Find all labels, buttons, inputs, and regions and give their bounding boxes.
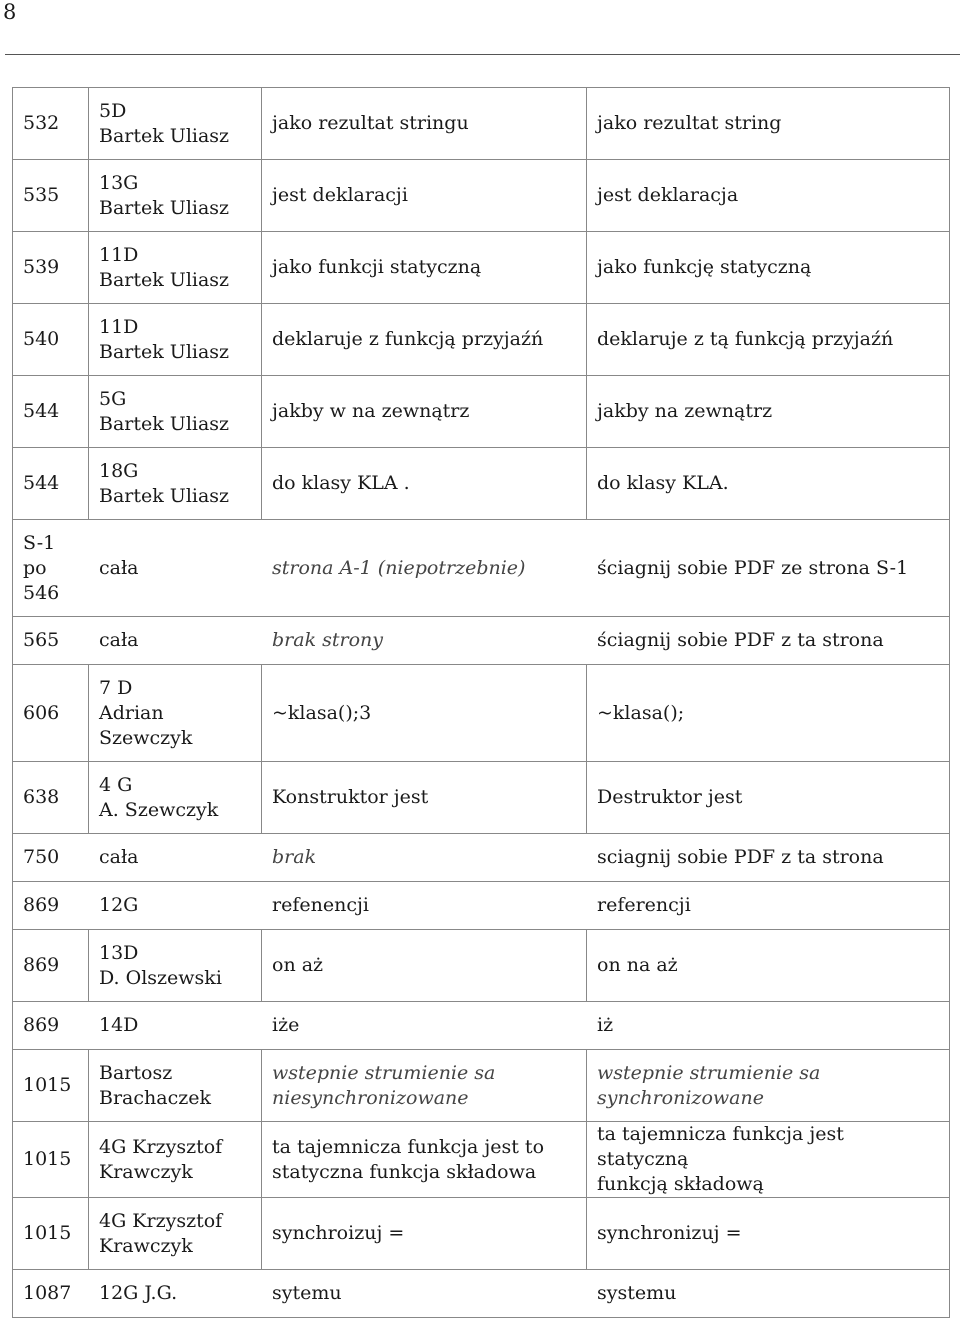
location-cell	[89, 376, 262, 448]
cell-line: deklaruje z tą funkcją przyjaźń	[597, 328, 894, 350]
cell-line: Szewczyk	[99, 726, 193, 749]
page-cell: 869	[13, 930, 89, 1002]
table-row	[13, 1122, 950, 1198]
cell-line: 5D	[99, 99, 127, 122]
incorrect-text-cell	[262, 88, 587, 160]
cell-line: jest deklaracji	[272, 184, 408, 206]
table-row	[13, 448, 950, 520]
page-number: 8	[3, 0, 17, 24]
page-cell: 539	[13, 232, 89, 304]
correct-text-cell	[587, 232, 950, 304]
cell-line: refenencji	[272, 894, 369, 916]
correct-text-cell	[587, 1198, 950, 1270]
page-cell: 532	[13, 88, 89, 160]
cell-line: 4G Krzysztof	[99, 1135, 223, 1158]
cell-line: ściagnij sobie PDF z ta strona	[597, 629, 884, 651]
cell-line: D. Olszewski	[99, 966, 222, 989]
table-row	[13, 930, 950, 1002]
page-cell: 1015	[13, 1050, 89, 1122]
cell-line: Brachaczek	[99, 1086, 211, 1109]
cell-line: brak	[272, 846, 317, 868]
location-cell	[89, 930, 262, 1002]
page-cell: 540	[13, 304, 89, 376]
incorrect-text-cell	[262, 665, 587, 762]
incorrect-text-cell	[262, 232, 587, 304]
cell-line: 14D	[99, 1014, 139, 1036]
correct-text-cell	[587, 1002, 950, 1050]
location-cell	[89, 1198, 262, 1270]
location-cell	[89, 304, 262, 376]
correct-text-cell	[587, 617, 950, 665]
cell-line: Bartek Uliasz	[99, 412, 230, 435]
incorrect-text-cell	[262, 762, 587, 834]
correct-text-cell	[587, 1050, 950, 1122]
correct-text-cell	[587, 520, 950, 617]
page-cell: 750	[13, 834, 89, 882]
incorrect-text-cell	[262, 1198, 587, 1270]
cell-line: 11D	[99, 243, 139, 266]
cell-line: 4G Krzysztof	[99, 1209, 223, 1232]
location-cell	[89, 617, 262, 665]
cell-line: Bartek Uliasz	[99, 340, 230, 363]
location-cell	[89, 1050, 262, 1122]
cell-line: 546	[23, 581, 60, 604]
location-cell	[89, 834, 262, 882]
page-cell: 544	[13, 376, 89, 448]
incorrect-text-cell	[262, 304, 587, 376]
cell-line: iże	[272, 1014, 300, 1036]
cell-line: strona A-1 (niepotrzebnie)	[272, 556, 526, 579]
page-cell	[13, 520, 89, 617]
table-row	[13, 882, 950, 930]
location-cell	[89, 1122, 262, 1198]
incorrect-text-cell	[262, 1122, 587, 1198]
errata-table	[12, 87, 950, 1318]
cell-line: Bartosz	[99, 1061, 173, 1084]
cell-line: synchronizuj =	[597, 1222, 742, 1244]
incorrect-text-cell	[262, 882, 587, 930]
location-cell	[89, 882, 262, 930]
cell-line: 11D	[99, 315, 139, 338]
cell-line: jest deklaracja	[597, 184, 739, 206]
cell-line: deklaruje z funkcją przyjaźń	[272, 328, 544, 350]
incorrect-text-cell	[262, 617, 587, 665]
cell-line: jako rezultat string	[597, 112, 782, 134]
cell-line: Adrian	[99, 701, 164, 724]
cell-line: jako funkcji statyczną	[272, 256, 482, 278]
cell-line: cała	[99, 846, 139, 868]
cell-line: S-1	[23, 531, 56, 554]
correct-text-cell	[587, 665, 950, 762]
cell-line: funkcją składową	[597, 1173, 764, 1195]
cell-line: 13G	[99, 171, 139, 194]
incorrect-text-cell	[262, 1050, 587, 1122]
cell-line: synchronizowane	[597, 1086, 764, 1109]
cell-line: Bartek Uliasz	[99, 196, 230, 219]
cell-line: cała	[99, 629, 139, 651]
cell-line: Krawczyk	[99, 1234, 193, 1257]
page-cell: 544	[13, 448, 89, 520]
cell-line: jakby na zewnątrz	[597, 400, 773, 422]
incorrect-text-cell	[262, 448, 587, 520]
cell-line: Bartek Uliasz	[99, 124, 230, 147]
table-row	[13, 834, 950, 882]
cell-line: po	[23, 556, 47, 579]
cell-line: ta tajemnicza funkcja jest to	[272, 1135, 545, 1158]
cell-line: jako funkcję statyczną	[597, 256, 812, 278]
cell-line: niesynchronizowane	[272, 1086, 469, 1109]
cell-line: jakby w na zewnątrz	[272, 400, 470, 422]
table-row	[13, 762, 950, 834]
correct-text-cell	[587, 88, 950, 160]
location-cell	[89, 520, 262, 617]
page-cell: 869	[13, 1002, 89, 1050]
table-row	[13, 520, 950, 617]
table-row	[13, 376, 950, 448]
cell-line: Bartek Uliasz	[99, 268, 230, 291]
cell-line: ta tajemnicza funkcja jest statyczną	[597, 1123, 844, 1170]
cell-line: wstepnie strumienie sa	[272, 1061, 496, 1084]
location-cell	[89, 88, 262, 160]
cell-line: systemu	[597, 1282, 677, 1304]
cell-line: wstepnie strumienie sa	[597, 1061, 821, 1084]
location-cell	[89, 448, 262, 520]
cell-line: Destruktor jest	[597, 786, 743, 808]
incorrect-text-cell	[262, 930, 587, 1002]
table-row	[13, 1050, 950, 1122]
page-cell: 606	[13, 665, 89, 762]
correct-text-cell	[587, 1270, 950, 1318]
table-row	[13, 665, 950, 762]
table-row	[13, 1002, 950, 1050]
correct-text-cell	[587, 1122, 950, 1198]
cell-line: ~klasa();3	[272, 701, 372, 724]
incorrect-text-cell	[262, 834, 587, 882]
correct-text-cell	[587, 304, 950, 376]
cell-line: synchroizuj =	[272, 1222, 405, 1244]
cell-line: jako rezultat stringu	[272, 112, 469, 134]
incorrect-text-cell	[262, 1270, 587, 1318]
cell-line: 18G	[99, 459, 139, 482]
cell-line: ~klasa();	[597, 701, 685, 724]
page-cell: 1015	[13, 1198, 89, 1270]
page-cell: 565	[13, 617, 89, 665]
table-row	[13, 617, 950, 665]
cell-line: A. Szewczyk	[99, 798, 219, 821]
cell-line: brak strony	[272, 629, 384, 651]
location-cell	[89, 232, 262, 304]
location-cell	[89, 762, 262, 834]
location-cell	[89, 160, 262, 232]
correct-text-cell	[587, 930, 950, 1002]
cell-line: sciagnij sobie PDF z ta strona	[597, 846, 884, 868]
table-row	[13, 232, 950, 304]
correct-text-cell	[587, 882, 950, 930]
cell-line: 7 D	[99, 676, 133, 699]
table-row	[13, 88, 950, 160]
table-row	[13, 304, 950, 376]
incorrect-text-cell	[262, 160, 587, 232]
page-cell: 1087	[13, 1270, 89, 1318]
page-cell: 1015	[13, 1122, 89, 1198]
correct-text-cell	[587, 160, 950, 232]
cell-line: ściagnij sobie PDF ze strona S-1	[597, 556, 909, 579]
cell-line: do klasy KLA.	[597, 472, 729, 494]
incorrect-text-cell	[262, 376, 587, 448]
page-cell: 869	[13, 882, 89, 930]
cell-line: Krawczyk	[99, 1160, 193, 1183]
correct-text-cell	[587, 376, 950, 448]
correct-text-cell	[587, 762, 950, 834]
cell-line: referencji	[597, 894, 691, 916]
cell-line: sytemu	[272, 1282, 342, 1304]
correct-text-cell	[587, 448, 950, 520]
cell-line: 5G	[99, 387, 127, 410]
cell-line: Konstruktor jest	[272, 786, 429, 808]
header-rule	[5, 54, 960, 55]
location-cell	[89, 1002, 262, 1050]
incorrect-text-cell	[262, 1002, 587, 1050]
location-cell	[89, 1270, 262, 1318]
cell-line: iż	[597, 1014, 614, 1036]
cell-line: 12G	[99, 894, 139, 916]
errata-body	[13, 88, 950, 1318]
page-cell: 638	[13, 762, 89, 834]
table-row	[13, 1198, 950, 1270]
incorrect-text-cell	[262, 520, 587, 617]
location-cell	[89, 665, 262, 762]
correct-text-cell	[587, 834, 950, 882]
cell-line: on na aż	[597, 954, 678, 976]
table-row	[13, 1270, 950, 1318]
cell-line: do klasy KLA .	[272, 472, 410, 494]
cell-line: statyczna funkcja składowa	[272, 1160, 537, 1183]
cell-line: cała	[99, 556, 139, 579]
cell-line: on aż	[272, 954, 324, 976]
cell-line: 4 G	[99, 773, 133, 796]
cell-line: 13D	[99, 941, 139, 964]
table-row	[13, 160, 950, 232]
cell-line: Bartek Uliasz	[99, 484, 230, 507]
cell-line: 12G J.G.	[99, 1282, 178, 1304]
page-cell: 535	[13, 160, 89, 232]
